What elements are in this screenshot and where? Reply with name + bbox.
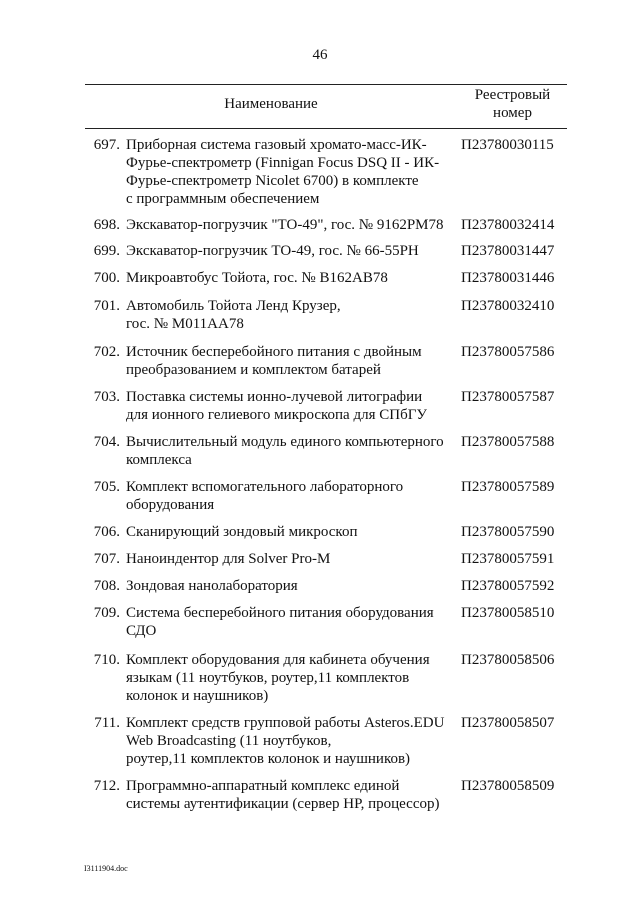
row-name: Наноиндентор для Solver Pro-M bbox=[126, 551, 331, 567]
row-name: Зондовая нанолаборатория bbox=[126, 578, 298, 594]
row-registry-number: П23780057592 bbox=[461, 578, 555, 594]
row-name: Комплект оборудования для кабинета обучения языкам (11 ноутбуков, роутер,11 комплектов колонок и наушников) bbox=[126, 652, 430, 704]
column-header-registry-number bbox=[458, 86, 567, 122]
column-header-name: Наименование bbox=[224, 96, 318, 112]
row-registry-number: П23780058507 bbox=[461, 715, 555, 731]
row-registry-number: П23780057586 bbox=[461, 344, 555, 360]
row-name: Экскаватор-погрузчик "ТО-49", гос. № 9162РМ78 bbox=[126, 217, 444, 233]
page-number: 46 bbox=[312, 47, 328, 63]
row-registry-number: П23780057590 bbox=[461, 524, 555, 540]
row-number: 697. bbox=[93, 137, 120, 153]
row-name: Источник бесперебойного питания с двойным преобразованием и комплектом батарей bbox=[126, 344, 422, 378]
table-top-rule bbox=[85, 84, 567, 85]
row-number: 703. bbox=[93, 389, 120, 405]
row-registry-number: П23780030115 bbox=[461, 137, 554, 153]
row-number: 699. bbox=[93, 243, 120, 259]
row-number: 698. bbox=[93, 217, 120, 233]
table-header-rule bbox=[85, 128, 567, 129]
row-registry-number: П23780058506 bbox=[461, 652, 555, 668]
column-header-registry-line1: Реестровый bbox=[474, 87, 551, 103]
row-name: Приборная система газовый хромато-масс-ИК- Фурье-спектрометр (Finnigan Focus DSQ II - ИК- Фурье-спектрометр Nicolet 6700) в комплекте с программным обеспечением bbox=[126, 137, 440, 207]
row-number: 704. bbox=[93, 434, 120, 450]
row-registry-number: П23780032414 bbox=[461, 217, 555, 233]
row-name: Автомобиль Тойота Ленд Крузер, гос. № М011АА78 bbox=[126, 298, 341, 332]
row-number: 701. bbox=[93, 298, 120, 314]
row-registry-number: П23780057591 bbox=[461, 551, 555, 567]
row-name: Сканирующий зондовый микроскоп bbox=[126, 524, 358, 540]
row-name: Экскаватор-погрузчик ТО-49, гос. № 66-55РН bbox=[126, 243, 419, 259]
row-number: 712. bbox=[93, 778, 120, 794]
row-number: 702. bbox=[93, 344, 120, 360]
row-registry-number: П23780031447 bbox=[461, 243, 555, 259]
row-number: 700. bbox=[93, 270, 120, 286]
document-file-code: I3111904.doc bbox=[84, 864, 128, 873]
row-name: Поставка системы ионно-лучевой литографии для ионного гелиевого микроскопа для СПбГУ bbox=[126, 389, 427, 423]
row-number: 705. bbox=[93, 479, 120, 495]
row-name: Микроавтобус Тойота, гос. № В162АВ78 bbox=[126, 270, 388, 286]
row-registry-number: П23780058510 bbox=[461, 605, 555, 621]
row-number: 706. bbox=[93, 524, 120, 540]
row-registry-number: П23780031446 bbox=[461, 270, 555, 286]
row-registry-number: П23780032410 bbox=[461, 298, 555, 314]
row-number: 709. bbox=[93, 605, 120, 621]
row-name: Вычислительный модуль единого компьютерного комплекса bbox=[126, 434, 444, 468]
row-registry-number: П23780057587 bbox=[461, 389, 555, 405]
row-name: Система бесперебойного питания оборудования СДО bbox=[126, 605, 434, 639]
row-number: 711. bbox=[94, 715, 120, 731]
row-number: 707. bbox=[93, 551, 120, 567]
row-number: 708. bbox=[93, 578, 120, 594]
row-name: Комплект средств групповой работы Asteros.EDU Web Broadcasting (11 ноутбуков, роутер,11 комплектов колонок и наушников) bbox=[126, 715, 445, 767]
row-registry-number: П23780057588 bbox=[461, 434, 555, 450]
row-name: Программно-аппаратный комплекс единой системы аутентификации (сервер НР, процессор) bbox=[126, 778, 440, 812]
row-name: Комплект вспомогательного лабораторного оборудования bbox=[126, 479, 404, 513]
row-registry-number: П23780058509 bbox=[461, 778, 555, 794]
row-number: 710. bbox=[93, 652, 120, 668]
column-header-registry-line2: номер bbox=[493, 105, 532, 121]
row-registry-number: П23780057589 bbox=[461, 479, 555, 495]
